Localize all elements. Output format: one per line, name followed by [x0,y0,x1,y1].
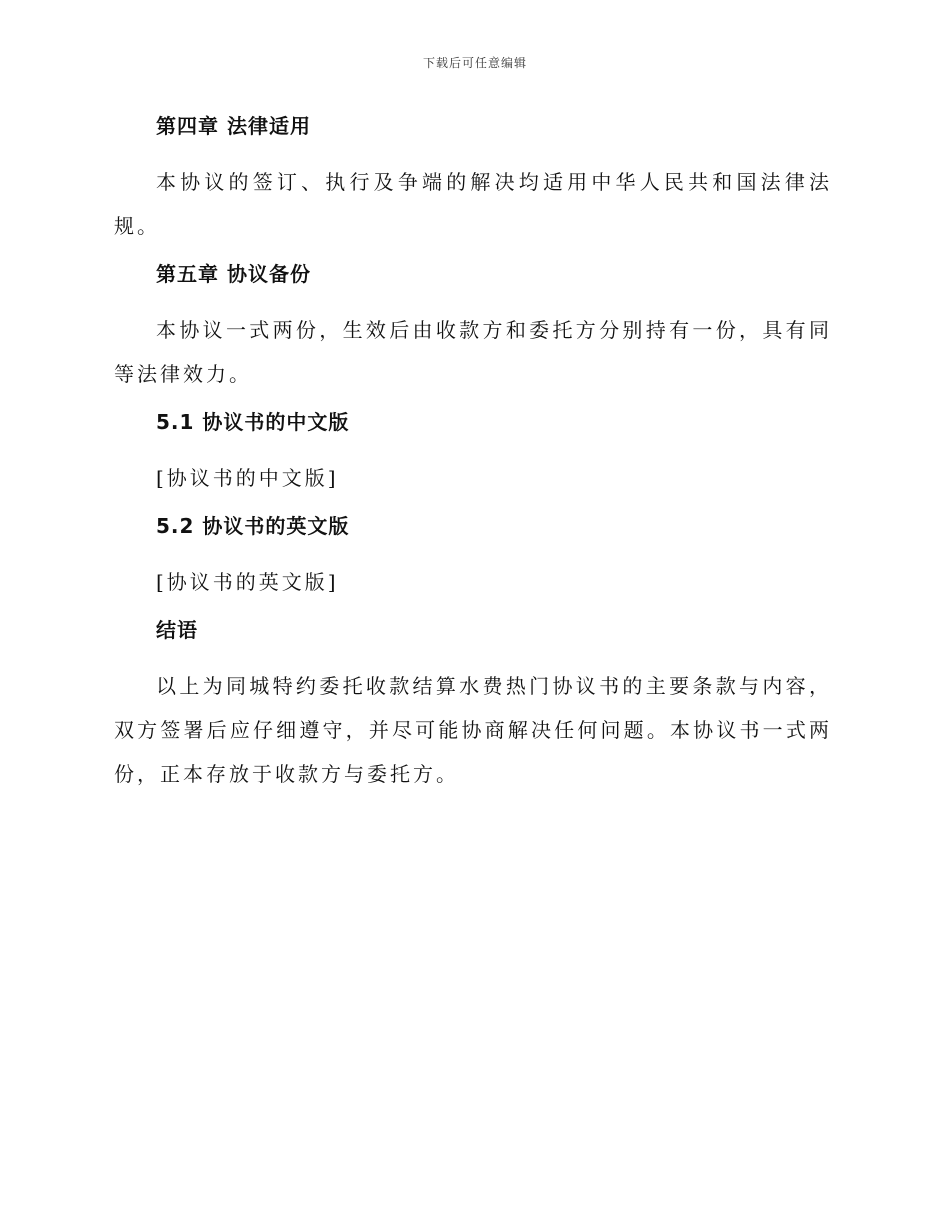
chapter-5-heading: 第五章 协议备份 [156,262,311,286]
chapter-5-paragraph: 本协议一式两份，生效后由收款方和委托方分别持有一份，具有同等法律效力。 [114,318,832,386]
chapter-4-heading: 第四章 法律适用 [156,114,311,138]
section-5-2-heading: 5.2 协议书的英文版 [156,514,350,538]
conclusion-heading: 结语 [156,618,198,642]
chapter-4-paragraph: 本协议的签订、执行及争端的解决均适用中华人民共和国法律法规。 [114,170,832,238]
section-5-1-heading: 5.1 协议书的中文版 [156,410,350,434]
section-5-1-paragraph: [协议书的中文版] [156,466,339,490]
page-header-note: 下载后可任意编辑 [422,56,527,70]
document-body [114,108,832,804]
conclusion-paragraph: 以上为同城特约委托收款结算水费热门协议书的主要条款与内容，双方签署后应仔细遵守，并尽可能协商解决任何问题。本协议书一式两份，正本存放于收款方与委托方。 [114,674,832,786]
section-5-2-paragraph: [协议书的英文版] [156,570,339,594]
